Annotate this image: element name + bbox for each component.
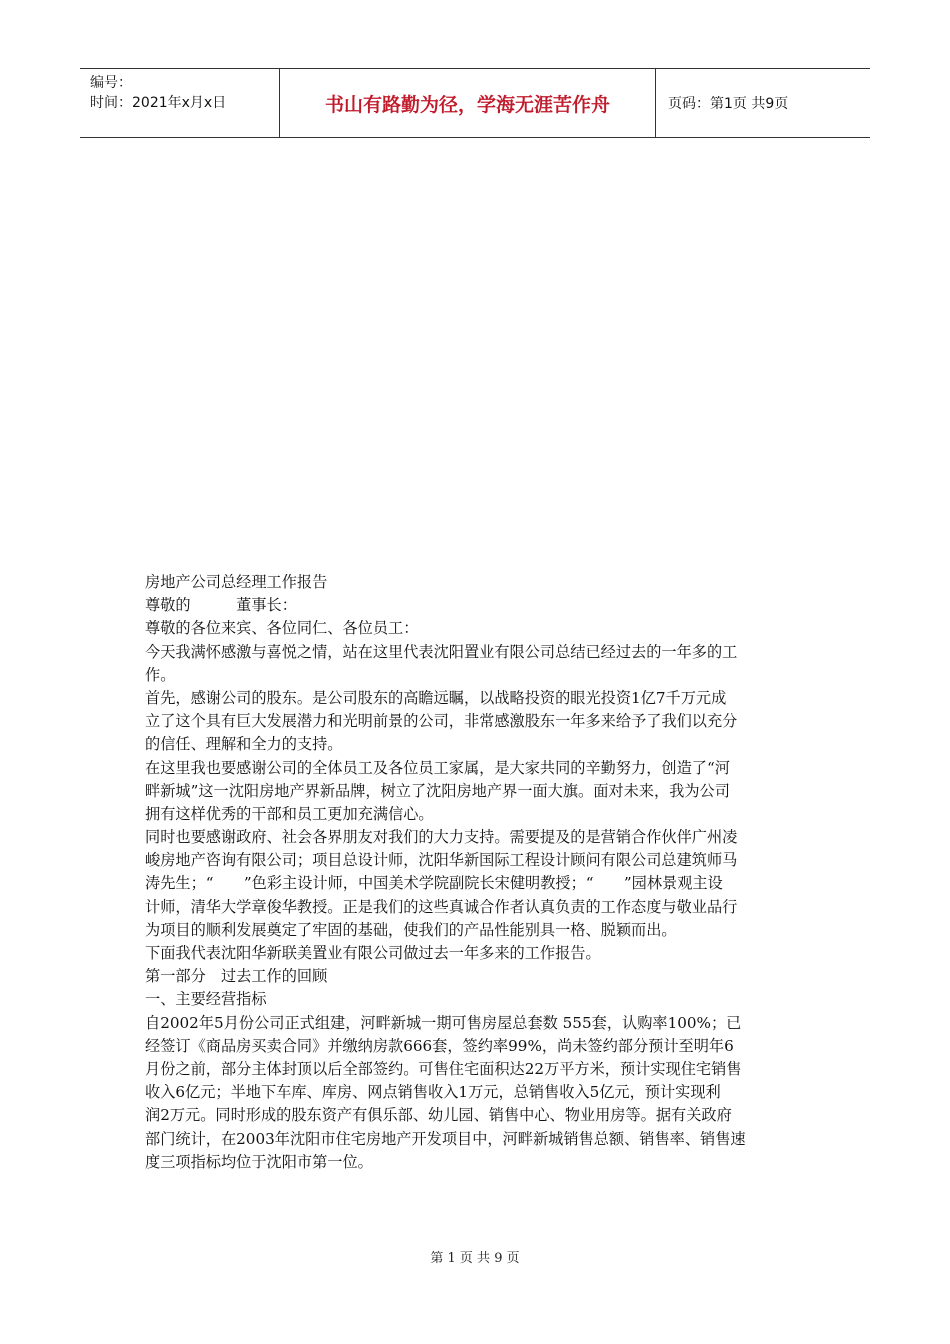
body-line: 畔新城”这一沈阳房地产界新品牌，树立了沈阳房地产界一面大旗。面对未来，我为公司 [145,781,730,800]
body-line: 涛先生；“ ”色彩主设计师，中国美术学院副院长宋健明教授；“ ”园林景观主设 [145,874,723,893]
number-label: 编号： [90,75,132,91]
body-line: 部门统计，在2003年沈阳市住宅房地产开发项目中，河畔新城销售总额、销售率、销售速 [145,1129,746,1148]
body-line: 为项目的顺利发展奠定了牢固的基础，使我们的产品性能别具一格、脱颖而出。 [145,920,677,939]
body-line: 计师，清华大学章俊华教授。正是我们的这些真诚合作者认真负责的工作态度与敬业品行 [145,897,738,916]
body-line: 度三项指标均位于沈阳市第一位。 [145,1152,373,1171]
subsection-heading: 一、主要经营指标 [145,990,267,1009]
header-meta [80,69,280,137]
document-body [145,571,807,1174]
page-footer: 第 1 页 共 9 页 [430,1251,520,1266]
body-line: 同时也要感谢政府、社会各界朋友对我们的大力支持。需要提及的是营销合作伙伴广州凌 [145,828,738,847]
document-title: 房地产公司总经理工作报告 [145,573,328,591]
section-heading: 第一部分 过去工作的回顾 [145,967,328,986]
body-line: 的信任、理解和全力的支持。 [145,735,343,754]
body-line: 在这里我也要感谢公司的全体员工及各位员工家属，是大家共同的辛勤努力，创造了“河 [145,758,730,777]
body-line: 首先，感谢公司的股东。是公司股东的高瞻远瞩，以战略投资的眼光投资1亿7千万元成 [145,688,727,707]
body-line: 经签订《商品房买卖合同》并缴纳房款666套，签约率99%，尚未签约部分预计至明年6 [145,1036,734,1055]
body-line: 下面我代表沈阳华新联美置业有限公司做过去一年多来的工作报告。 [145,944,601,962]
body-line: 今天我满怀感激与喜悦之情，站在这里代表沈阳置业有限公司总结已经过去的一年多的工 [145,642,738,661]
body-line: 峻房地产咨询有限公司；项目总设计师，沈阳华新国际工程设计顾问有限公司总建筑师马 [145,851,738,870]
time-label: 时间：2021年x月x日 [90,95,227,111]
header-page-label: 页码：第1页 共9页 [668,96,789,112]
body-line: 润2万元。同时形成的股东资产有俱乐部、幼儿园、销售中心、物业用房等。据有关政府 [145,1106,732,1125]
salutation-guests: 尊敬的各位来宾、各位同仁、各位员工： [145,619,419,638]
body-line: 收入6亿元；半地下车库、库房、网点销售收入1万元，总销售收入5亿元，预计实现利 [145,1083,721,1102]
body-line: 立了这个具有巨大发展潜力和光明前景的公司，非常感激股东一年多来给予了我们以充分 [145,712,738,731]
body-line: 作。 [145,665,176,684]
body-line: 拥有这样优秀的干部和员工更加充满信心。 [145,804,434,823]
body-line: 自2002年5月份公司正式组建，河畔新城一期可售房屋总套数 555套，认购率100%；已 [145,1013,742,1032]
header-motto: 书山有路勤为径，学海无涯苦作舟 [280,69,656,137]
body-line: 月份之前，部分主体封顶以后全部签约。可售住宅面积达22万平方米，预计实现住宅销售 [145,1059,742,1078]
document-header [80,68,870,138]
salutation-chairman: 尊敬的 董事长： [145,596,297,615]
